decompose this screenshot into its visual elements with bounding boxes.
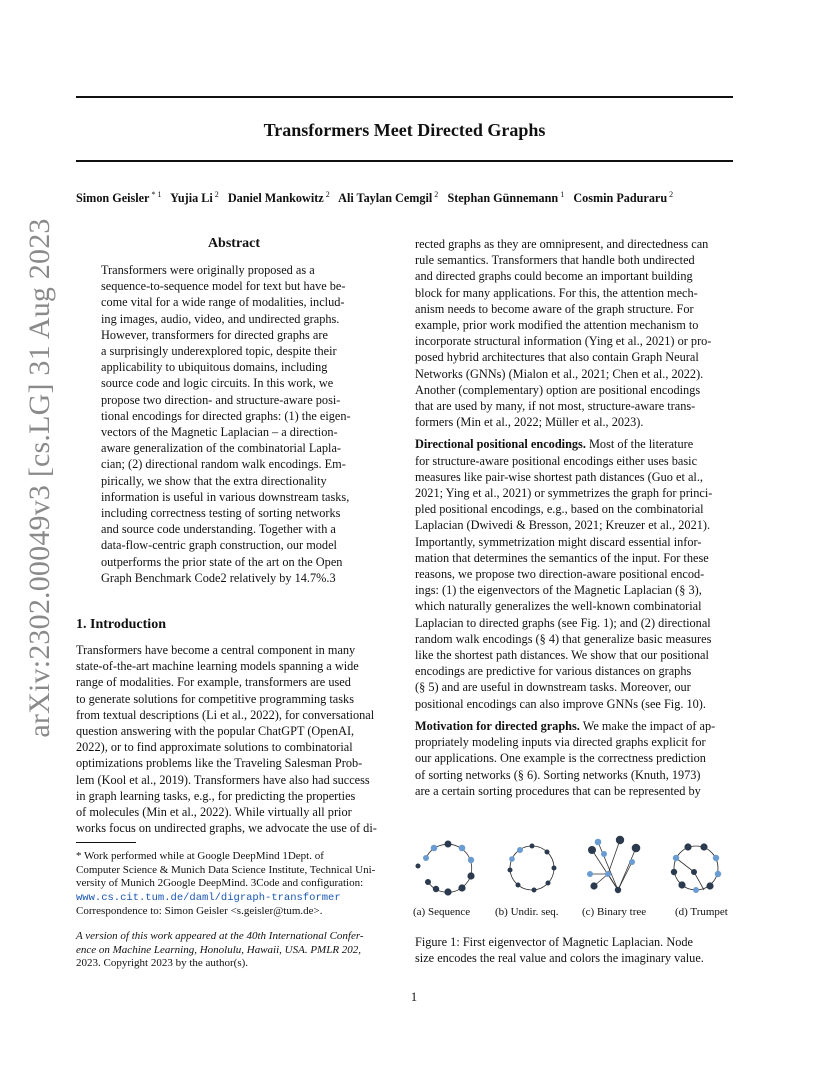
paragraph-line: 2021; Ying et al., 2021) or symmetrizes the graph for princi- — [415, 486, 713, 501]
graph-binary-tree — [587, 836, 640, 893]
footnote-line-1: * Work performed while at Google DeepMind 1Dept. of — [76, 850, 324, 862]
paragraph-line: propriately modeling inputs via directed graphs explicit for — [415, 735, 706, 750]
intro-line: from textual descriptions (Li et al., 2022), for conversational — [76, 707, 375, 722]
graph-node — [629, 859, 635, 865]
top-rule — [76, 96, 733, 98]
author-list — [76, 190, 756, 206]
author-name: Simon Geisler — [76, 191, 150, 206]
abstract-line: information is useful in various downstream tasks, — [101, 489, 350, 504]
footnote-rule — [76, 842, 136, 843]
paragraph-directional-encodings — [415, 436, 733, 711]
graph-node — [595, 839, 602, 846]
graph-node — [509, 856, 515, 862]
footnote-line-5: Correspondence to: Simon Geisler <s.geisler@tum.de>. — [76, 905, 323, 917]
intro-line: optimizations problems like the Traveling Salesman Prob- — [76, 756, 363, 771]
subcaption-d: (d) Trumpet — [675, 906, 728, 918]
paragraph-line: and directed graphs could become an important building — [415, 269, 693, 284]
paragraph-line: Laplacian (Dwivedi & Bresson, 2021; Kreuzer et al., 2021). — [415, 518, 711, 533]
abstract-line: cian; (2) directional random walk encodings. Em- — [101, 457, 346, 472]
graph-node — [706, 882, 713, 889]
paragraph-line: Importantly, symmetrization might discard essential infor- — [415, 534, 702, 549]
graph-node — [616, 836, 624, 844]
graph-node — [445, 841, 452, 848]
author-name: Stephan Günnemann — [447, 191, 559, 206]
paragraph-line: which naturally generalizes the well-known combinatorial — [415, 599, 702, 614]
graph-node — [431, 845, 438, 852]
paragraph-line: of sorting networks (§ 6). Sorting networks (Knuth, 1973) — [415, 767, 701, 782]
abstract-line: a surprisingly underexplored topic, despite their — [101, 344, 337, 359]
paragraph-line: encodings are predictive for various distances on graphs — [415, 664, 692, 679]
author-affiliation: 2 — [667, 190, 674, 199]
abstract-line: Graph Benchmark Code2 relatively by 14.7%.3 — [101, 570, 336, 585]
author-name: Ali Taylan Cemgil — [338, 191, 433, 206]
paragraph-continuation — [415, 236, 733, 430]
conference-note-line-1: A version of this work appeared at the 40th International Confer- — [76, 930, 364, 942]
intro-line: state-of-the-art machine learning models spanning a wide — [76, 659, 359, 674]
paragraph-line: random walk encodings (§ 4) that generalize basic measures — [415, 631, 712, 646]
graph-node — [508, 868, 513, 873]
graph-node — [590, 882, 597, 889]
abstract-line: ing images, audio, video, and undirected graphs. — [101, 311, 340, 326]
right-column — [415, 236, 733, 805]
title-bottom-rule — [76, 160, 733, 162]
paragraph-line: like the shortest path distances. We show that our positional — [415, 648, 709, 663]
graph-node — [467, 872, 474, 879]
graph-node — [468, 857, 474, 863]
graph-node — [530, 844, 535, 849]
paragraph-line: formers (Min et al., 2022; Müller et al., 2023). — [415, 415, 644, 430]
conference-note-line-2: ence on Machine Learning, Honolulu, Hawaii, USA. PMLR 202, — [76, 943, 362, 956]
abstract-line: and source code understanding. Together with a — [101, 522, 336, 537]
paragraph-line: our applications. One example is the correctness prediction — [415, 751, 706, 766]
paragraph-line: Laplacian to directed graphs (see Fig. 1); and (2) directional — [415, 615, 711, 630]
graph-sequence — [416, 841, 475, 896]
paragraph-line: rule semantics. Transformers that handle both undirected — [415, 253, 695, 268]
intro-line: in graph learning tasks, e.g., for predicting the properties — [76, 788, 356, 803]
graph-node — [684, 843, 691, 850]
abstract-line: applicability to ubiquitous domains, including — [101, 360, 328, 375]
graph-node — [693, 887, 699, 893]
paragraph-line: block for many applications. For this, the attention mech- — [415, 285, 698, 300]
subcaption-b: (b) Undir. seq. — [495, 906, 559, 918]
graph-node — [671, 869, 677, 875]
graph-node — [425, 879, 431, 885]
paragraph-line: ings: (1) the eigenvectors of the Magnetic Laplacian (§ 3), — [415, 583, 702, 598]
graph-node — [678, 881, 685, 888]
graph-node — [691, 869, 697, 875]
abstract-text — [101, 262, 367, 586]
paper-title: Transformers Meet Directed Graphs — [263, 120, 546, 140]
paragraph-line: positional encodings can also improve GNNs (see Fig. 10). — [415, 696, 706, 711]
paragraph-line: Networks (GNNs) (Mialon et al., 2021; Chen et al., 2022). — [415, 366, 704, 381]
paragraph-line: pled positional encodings, e.g., based on the combinatorial — [415, 502, 704, 517]
graph-node — [713, 855, 719, 861]
abstract-line: including correctness testing of sorting networks — [101, 506, 341, 521]
subcaption-a: (a) Sequence — [413, 906, 471, 918]
paragraph-line: example, prior work modified the attention mechanism to — [415, 318, 699, 333]
paragraph-line: We make the impact of ap- — [579, 718, 716, 733]
graph-node — [546, 881, 551, 886]
graph-trumpet — [671, 843, 721, 893]
graph-node — [601, 851, 607, 857]
graph-node — [517, 847, 523, 853]
abstract-line: tional encodings for directed graphs: (1) the eigen- — [101, 408, 351, 423]
abstract-line: come vital for a wide range of modalities, includ- — [101, 295, 345, 310]
graph-node — [615, 887, 621, 893]
abstract-line: However, transformers for directed graphs are — [101, 327, 328, 342]
conference-note-line-3: 2023. Copyright 2023 by the author(s). — [76, 957, 249, 969]
graph-node — [423, 855, 429, 861]
author-affiliation: 1 — [558, 190, 565, 199]
abstract-line: aware generalization of the combinatorial Lapla- — [101, 441, 342, 456]
graph-node — [700, 843, 707, 850]
code-url-link[interactable]: www.cs.cit.tum.de/daml/digraph-transformer — [76, 891, 341, 904]
abstract-line: Transformers were originally proposed as a — [101, 263, 315, 277]
paragraph-line: (§ 5) and are useful in downstream tasks. Moreover, our — [415, 680, 691, 695]
graph-node — [588, 846, 596, 854]
paragraph-motivation — [415, 718, 733, 799]
graph-node — [459, 845, 466, 852]
graph-node — [433, 886, 439, 892]
abstract-line: source code and logic circuits. In this work, we — [101, 376, 334, 391]
graph-node — [416, 864, 421, 869]
footnote-line-2: Computer Science & Munich Data Science Institute, Technical Uni- — [76, 863, 376, 876]
graph-undirected-sequence — [508, 844, 557, 893]
graph-node — [545, 850, 550, 855]
author-name: Daniel Mankowitz — [227, 191, 324, 206]
paragraph-line: for structure-aware positional encodings either uses basic — [415, 453, 698, 468]
author-affiliation: * 1 — [149, 190, 162, 199]
footnote — [76, 850, 392, 919]
graph-node — [605, 871, 611, 877]
footnote-line-3: versity of Munich 2Google DeepMind. 3Code and configuration: — [76, 877, 364, 889]
author-name: Cosmin Paduraru — [573, 191, 668, 206]
abstract-line: outperforms the prior state of the art on the Open — [101, 554, 343, 569]
paragraph-line: Another (complementary) option are positional encodings — [415, 382, 701, 397]
graph-node — [532, 888, 537, 893]
intro-line: Transformers have become a central component in many — [76, 643, 356, 657]
caption-line-1: Figure 1: First eigenvector of Magnetic Laplacian. Node — [415, 935, 693, 949]
intro-line: lem (Kool et al., 2019). Transformers have also had success — [76, 772, 370, 787]
graph-node — [458, 884, 465, 891]
graph-node — [715, 871, 721, 877]
intro-line: 2022), or to find approximate solutions to combinatorial — [76, 740, 353, 755]
graph-node — [552, 866, 557, 871]
figure-1-caption — [415, 934, 733, 966]
graph-node — [632, 844, 641, 853]
intro-line: works focus on undirected graphs, we advocate the use of di- — [76, 821, 377, 836]
abstract-heading: Abstract — [207, 236, 261, 251]
paragraph-line: that are used by many, if not most, structure-aware trans- — [415, 399, 696, 414]
graph-node — [587, 871, 593, 877]
graph-node — [444, 888, 451, 895]
paragraph-line: reasons, we propose two direction-aware positional encod- — [415, 567, 705, 582]
paragraph-line: mation that determines the semantics of the input. For these — [415, 550, 709, 565]
abstract-line: propose two direction- and structure-aware posi- — [101, 392, 341, 407]
paragraph-heading: Motivation for directed graphs. — [415, 718, 580, 733]
page-number: 1 — [410, 990, 418, 1004]
caption-line-2: size encodes the real value and colors the imaginary value. — [415, 951, 704, 965]
conference-note — [76, 930, 392, 971]
author-affiliation: 2 — [323, 190, 330, 199]
subcaption-c: (c) Binary tree — [582, 906, 647, 918]
author-affiliation: 2 — [212, 190, 219, 199]
abstract-line: pirically, we show that the extra directionality — [101, 473, 327, 488]
paragraph-heading: Directional positional encodings. — [415, 437, 586, 452]
paragraph-line: posed hybrid architectures that also contain Graph Neural — [415, 350, 699, 365]
paragraph-line: rected graphs as they are omnipresent, and directedness can — [415, 237, 709, 251]
introduction-body — [76, 642, 392, 836]
intro-line: question answering with the popular ChatGPT (OpenAI, — [76, 724, 355, 739]
introduction-text — [76, 642, 392, 836]
graph-node — [516, 883, 521, 888]
section-heading-introduction: 1. Introduction — [76, 617, 166, 632]
paragraph-line: measures like pair-wise shortest path distances (Guo et al., — [415, 469, 703, 484]
paragraph-line: Most of the literature — [585, 437, 694, 452]
intro-line: range of modalities. For example, transformers are used — [76, 675, 351, 690]
intro-line: of molecules (Min et al., 2022). While virtually all prior — [76, 805, 352, 820]
intro-line: to generate solutions for competitive programming tasks — [76, 691, 354, 706]
author-affiliation: 2 — [432, 190, 439, 199]
abstract-line: vectors of the Magnetic Laplacian – a direction- — [101, 425, 338, 440]
abstract-line: sequence-to-sequence model for text but have be- — [101, 279, 346, 294]
abstract-line: data-flow-centric graph construction, our model — [101, 538, 337, 553]
paragraph-line: are a certain sorting procedures that can be represented by — [415, 783, 701, 798]
author-name: Yujia Li — [170, 191, 213, 206]
abstract-body — [101, 262, 367, 586]
graph-node — [673, 855, 679, 861]
figure-1-graphs — [412, 828, 734, 908]
paragraph-line: incorporate structural information (Ying et al., 2021) or pro- — [415, 334, 712, 349]
paragraph-line: anism needs to become aware of the graph structure. For — [415, 301, 694, 316]
